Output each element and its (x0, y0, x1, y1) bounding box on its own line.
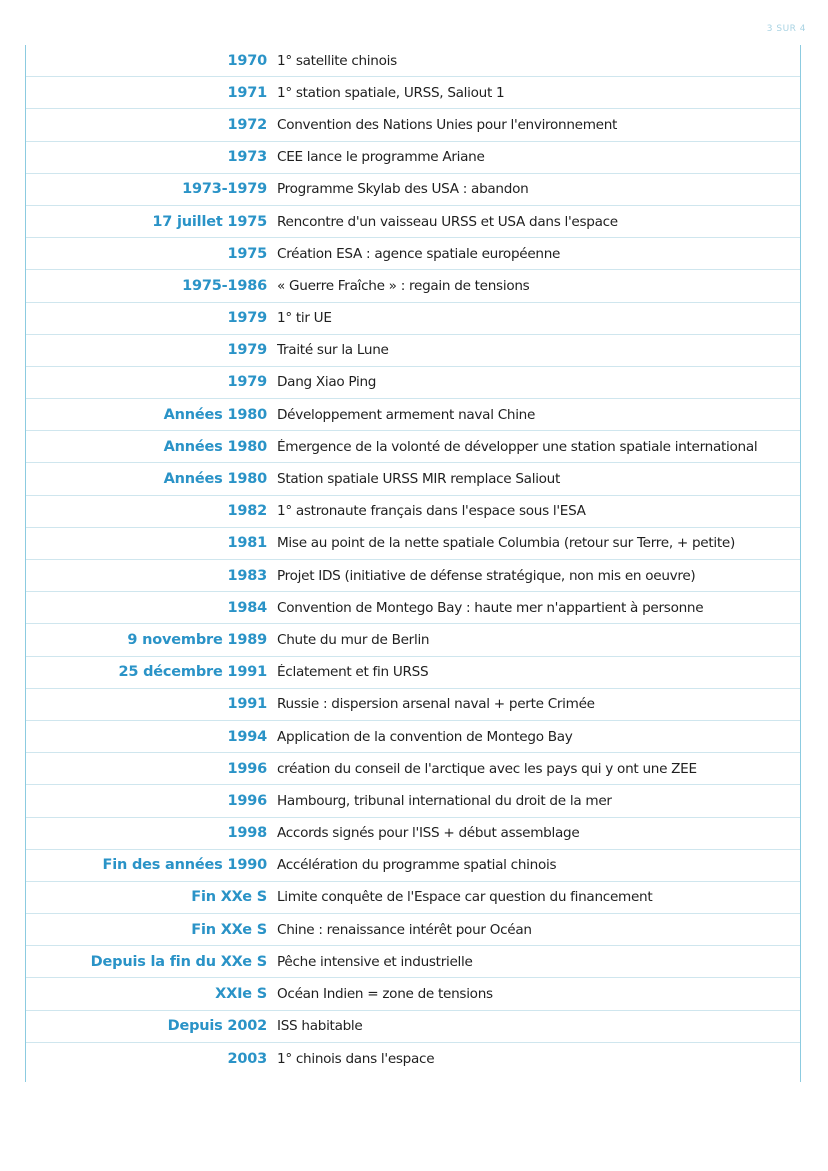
timeline-row (26, 689, 800, 721)
timeline-row (26, 753, 800, 785)
timeline-date: 1983 (227, 567, 267, 584)
timeline-event: Création ESA : agence spatiale européenne (277, 245, 561, 262)
timeline-date: 1973-1979 (182, 181, 267, 198)
timeline-date: 17 juillet 1975 (152, 213, 267, 230)
timeline-date: Depuis la fin du XXe S (90, 953, 267, 970)
timeline-row (26, 946, 800, 978)
timeline-row (26, 592, 800, 624)
timeline-event: CEE lance le programme Ariane (277, 149, 485, 166)
timeline-date: 25 décembre 1991 (118, 664, 267, 681)
timeline-date: 1975-1986 (182, 277, 267, 294)
timeline-date: 1971 (227, 84, 267, 101)
timeline-event: Application de la convention de Montego Bay (277, 728, 573, 745)
timeline-row (26, 463, 800, 495)
timeline-event: Chute du mur de Berlin (277, 631, 430, 648)
timeline-event: « Guerre Fraîche » : regain de tensions (277, 277, 530, 294)
timeline-row (26, 1043, 800, 1075)
timeline-row (26, 367, 800, 399)
timeline-row (26, 77, 800, 109)
timeline-row (26, 238, 800, 270)
timeline-event: Convention de Montego Bay : haute mer n'appartient à personne (277, 599, 704, 616)
timeline-row (26, 882, 800, 914)
timeline-row (26, 45, 800, 77)
timeline-row (26, 528, 800, 560)
timeline-date: Fin XXe S (191, 889, 267, 906)
timeline-row (26, 850, 800, 882)
timeline-row (26, 335, 800, 367)
timeline-date: 1996 (227, 760, 267, 777)
timeline-row (26, 785, 800, 817)
timeline-date: 1979 (227, 374, 267, 391)
timeline-date: Fin des années 1990 (102, 857, 267, 874)
timeline-date: 1998 (227, 825, 267, 842)
timeline-event: 1° tir UE (277, 310, 332, 327)
timeline-event: Développement armement naval Chine (277, 406, 536, 423)
timeline-event: Chine : renaissance intérêt pour Océan (277, 921, 532, 938)
timeline-table (25, 45, 801, 1082)
timeline-event: Accords signés pour l'ISS + début assemblage (277, 825, 580, 842)
timeline-row (26, 206, 800, 238)
timeline-event: ISS habitable (277, 1018, 363, 1035)
timeline-date: 1996 (227, 792, 267, 809)
timeline-row (26, 721, 800, 753)
timeline-row (26, 657, 800, 689)
timeline-row (26, 431, 800, 463)
timeline-event: 1° station spatiale, URSS, Saliout 1 (277, 84, 505, 101)
timeline-date: Fin XXe S (191, 921, 267, 938)
timeline-event: Station spatiale URSS MIR remplace Saliout (277, 471, 561, 488)
timeline-date: Depuis 2002 (167, 1018, 267, 1035)
timeline-event: 1° astronaute français dans l'espace sous l'ESA (277, 503, 586, 520)
page-number: 3 SUR 4 (766, 24, 806, 34)
timeline-row (26, 142, 800, 174)
timeline-row (26, 270, 800, 302)
timeline-event: Éclatement et fin URSS (277, 664, 429, 681)
timeline-date: 1973 (227, 149, 267, 166)
timeline-event: Programme Skylab des USA : abandon (277, 181, 529, 198)
timeline-event: Hambourg, tribunal international du droit de la mer (277, 792, 612, 809)
timeline-event: Projet IDS (initiative de défense stratégique, non mis en oeuvre) (277, 567, 696, 584)
timeline-event: Rencontre d'un vaisseau URSS et USA dans l'espace (277, 213, 618, 230)
timeline-row (26, 496, 800, 528)
timeline-event: Mise au point de la nette spatiale Columbia (retour sur Terre, + petite) (277, 535, 735, 552)
timeline-date: 1975 (227, 245, 267, 262)
timeline-row (26, 109, 800, 141)
timeline-date: 2003 (227, 1050, 267, 1067)
timeline-row (26, 624, 800, 656)
timeline-list (26, 45, 800, 1075)
timeline-date: XXIe S (215, 986, 267, 1003)
timeline-event: Limite conquête de l'Espace car question du financement (277, 889, 653, 906)
timeline-date: Années 1980 (163, 438, 267, 455)
timeline-row (26, 914, 800, 946)
timeline-row (26, 818, 800, 850)
timeline-date: 1982 (227, 503, 267, 520)
timeline-date: Années 1980 (163, 406, 267, 423)
timeline-event: création du conseil de l'arctique avec les pays qui y ont une ZEE (277, 760, 697, 777)
timeline-event: 1° satellite chinois (277, 52, 397, 69)
timeline-date: Années 1980 (163, 471, 267, 488)
timeline-date: 1984 (227, 599, 267, 616)
timeline-event: Dang Xiao Ping (277, 374, 377, 391)
timeline-date: 1979 (227, 310, 267, 327)
timeline-row (26, 303, 800, 335)
timeline-date: 1972 (227, 116, 267, 133)
timeline-date: 1991 (227, 696, 267, 713)
timeline-event: Océan Indien = zone de tensions (277, 986, 493, 1003)
timeline-row (26, 174, 800, 206)
timeline-date: 1979 (227, 342, 267, 359)
timeline-date: 9 novembre 1989 (127, 631, 267, 648)
timeline-row (26, 978, 800, 1010)
timeline-event: 1° chinois dans l'espace (277, 1050, 435, 1067)
timeline-event: Émergence de la volonté de développer une station spatiale international (277, 438, 758, 455)
timeline-event: Convention des Nations Unies pour l'environnement (277, 116, 618, 133)
timeline-row (26, 399, 800, 431)
timeline-row (26, 560, 800, 592)
timeline-date: 1994 (227, 728, 267, 745)
timeline-event: Accélération du programme spatial chinois (277, 857, 557, 874)
timeline-event: Pêche intensive et industrielle (277, 953, 473, 970)
timeline-date: 1970 (227, 52, 267, 69)
timeline-date: 1981 (227, 535, 267, 552)
timeline-row (26, 1011, 800, 1043)
timeline-event: Russie : dispersion arsenal naval + perte Crimée (277, 696, 595, 713)
timeline-event: Traité sur la Lune (277, 342, 389, 359)
